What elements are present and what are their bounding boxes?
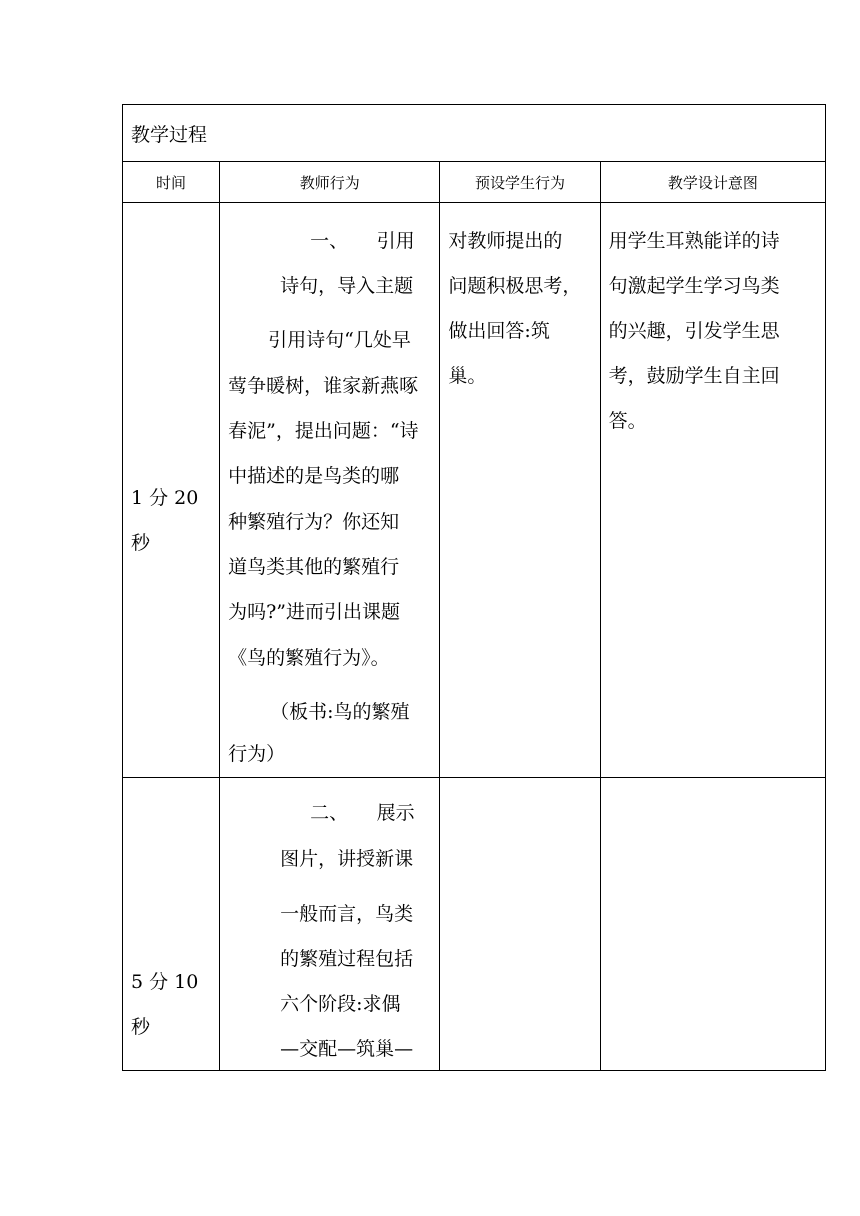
student-behavior-cell (440, 203, 600, 778)
teaching-process-table (122, 104, 826, 1071)
student-text: 巢。 (448, 365, 487, 387)
section-title: 教学过程 (123, 105, 826, 162)
time-cell (123, 778, 220, 1071)
design-intent-cell (600, 203, 825, 778)
intent-text: 考，鼓励学生自主回 (608, 365, 780, 387)
header-time: 时间 (123, 162, 220, 203)
teacher-text: （板书:鸟的繁殖 (270, 701, 410, 723)
teacher-text: 一般而言，鸟类 (280, 903, 414, 925)
teacher-text: 二、 展示 (310, 802, 415, 824)
teacher-text: 春泥”，提出问题：“诗 (228, 420, 419, 442)
teacher-text: 的繁殖过程包括 (280, 948, 414, 970)
teacher-text: 《鸟的繁殖行为》。 (228, 647, 390, 669)
design-intent-cell (600, 778, 825, 1071)
student-text: 对教师提出的 (448, 230, 563, 252)
intent-text: 句激起学生学习鸟类 (608, 275, 780, 297)
teacher-text: 图片，讲授新课 (280, 848, 414, 870)
intent-text: 答。 (608, 410, 647, 432)
teacher-text: —交配—筑巢— (280, 1038, 414, 1060)
table-row (123, 203, 826, 778)
teacher-text: 六个阶段:求偶 (280, 993, 401, 1015)
teacher-text: 为吗?”进而引出课题 (228, 601, 401, 623)
time-text: 秒 (131, 1016, 151, 1038)
teacher-behavior-cell (220, 778, 440, 1071)
teacher-text: 一、 引用 (310, 230, 415, 252)
student-text: 做出回答:筑 (448, 320, 550, 342)
teacher-behavior-cell (220, 203, 440, 778)
student-text: 问题积极思考， (448, 275, 582, 297)
header-design-intent: 教学设计意图 (600, 162, 825, 203)
time-text: 1 分 20 (131, 487, 199, 509)
teacher-text: 种繁殖行为？你还知 (228, 511, 400, 533)
header-teacher-behavior: 教师行为 (220, 162, 440, 203)
time-cell (123, 203, 220, 778)
teacher-text: 道鸟类其他的繁殖行 (228, 556, 400, 578)
teacher-text: 莺争暖树，谁家新燕啄 (228, 375, 419, 397)
teacher-text: 中描述的是鸟类的哪 (228, 465, 400, 487)
header-row (123, 162, 826, 203)
header-student-behavior: 预设学生行为 (440, 162, 600, 203)
intent-text: 的兴趣，引发学生思 (608, 320, 780, 342)
student-behavior-cell (440, 778, 600, 1071)
intent-text: 用学生耳熟能详的诗 (608, 230, 780, 252)
table-row (123, 778, 826, 1071)
teacher-text: 行为） (228, 743, 286, 765)
teacher-text: 引用诗句“几处早 (268, 329, 411, 351)
teacher-text: 诗句，导入主题 (280, 275, 414, 297)
time-text: 秒 (131, 532, 151, 554)
time-text: 5 分 10 (131, 971, 199, 993)
